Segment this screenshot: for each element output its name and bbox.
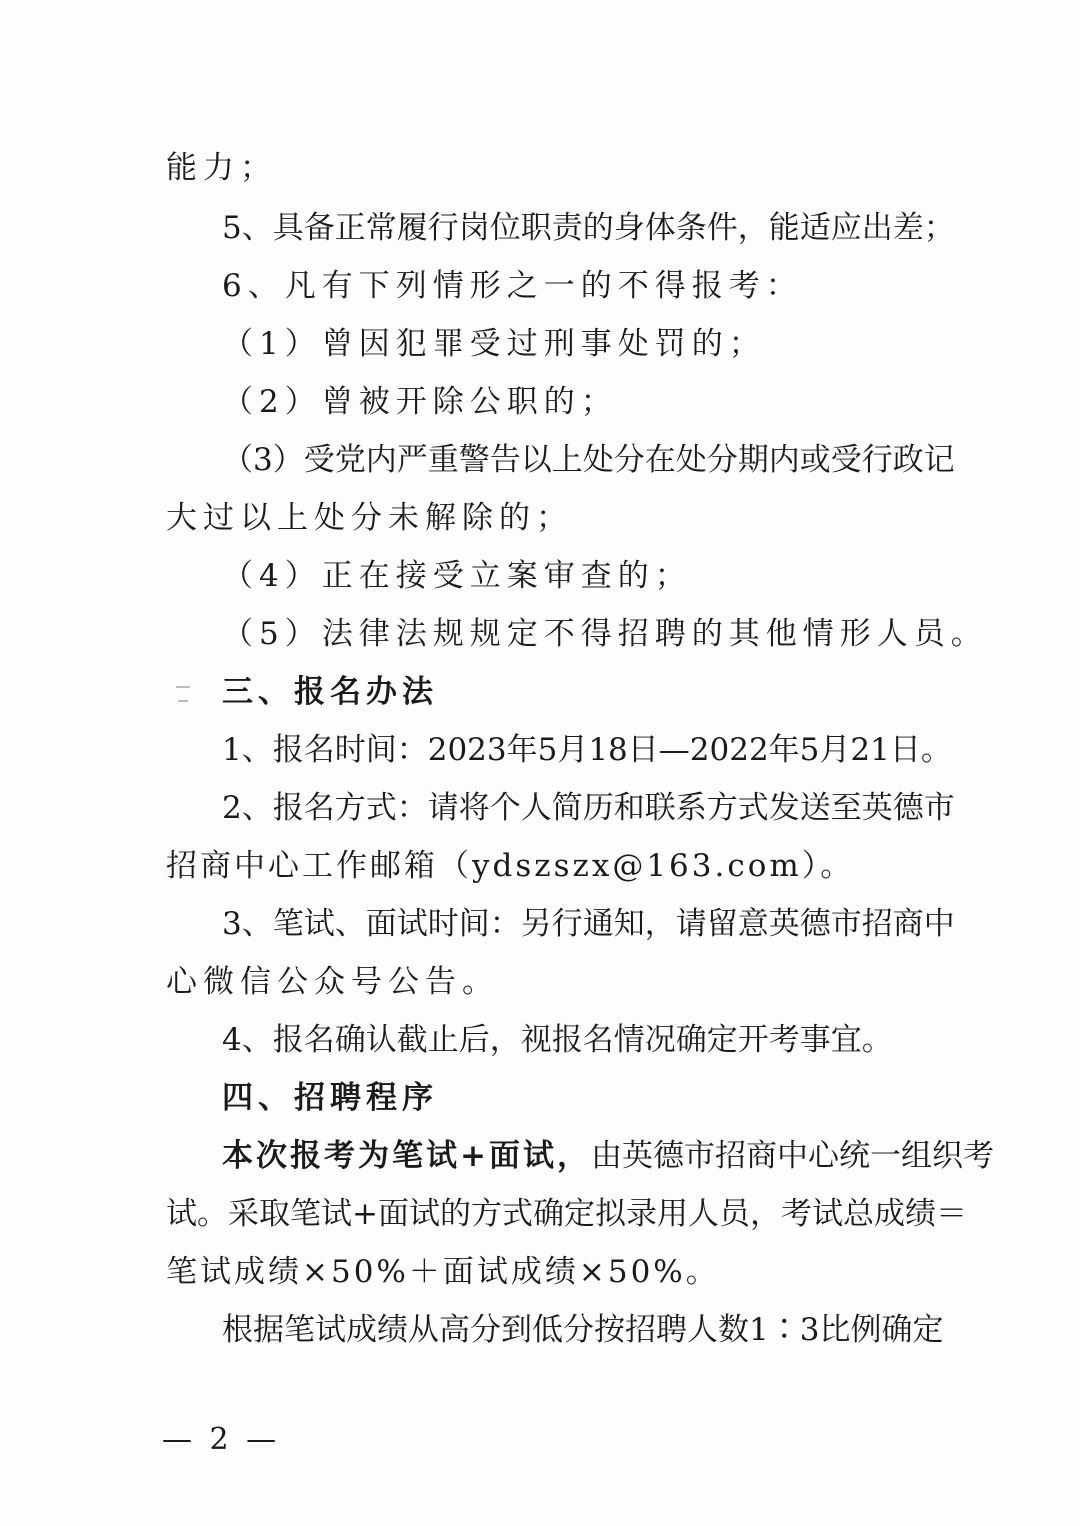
paragraph-line: 5、具备正常履行岗位职责的身体条件，能适应出差； [222, 210, 955, 246]
paragraph-line: 试。采取笔试+面试的方式确定拟录用人员，考试总成绩＝ [166, 1196, 967, 1232]
paragraph-text: 由英德市招商中心统一组织考 [590, 1138, 994, 1174]
paragraph-line: 大过以上处分未解除的； [166, 500, 573, 536]
list-item: （5）法律法规规定不得招聘的其他情形人员。 [222, 616, 988, 652]
paragraph-line: 笔试成绩×50%＋面试成绩×50%。 [166, 1254, 720, 1290]
list-item: （2）曾被开除公职的； [222, 384, 618, 420]
list-item: （3）受党内严重警告以上处分在处分期内或受行政记 [222, 442, 955, 478]
list-item: （1）曾因犯罪受过刑事处罚的； [222, 326, 766, 362]
paragraph-line: 招商中心工作邮箱（ydszszx@163.com）。 [166, 848, 855, 884]
page-number: — 2 — [162, 1422, 281, 1457]
paragraph-line: 1、报名时间：2023年5月18日—2022年5月21日。 [222, 732, 952, 768]
section-heading: 四、招聘程序 [222, 1080, 438, 1116]
paragraph-line: 6、凡有下列情形之一的不得报考： [222, 268, 803, 304]
bold-lead-text: 本次报考为笔试+面试， [222, 1138, 591, 1174]
section-heading: 三、报名办法 [222, 674, 438, 710]
scan-speck [178, 700, 188, 702]
paragraph-line: 能力； [166, 150, 277, 186]
paragraph-line: 心微信公众号公告。 [166, 964, 499, 1000]
paragraph-line: 根据笔试成绩从高分到低分按招聘人数1∶3比例确定 [222, 1312, 944, 1348]
paragraph-line: 2、报名方式：请将个人简历和联系方式发送至英德市 [222, 790, 955, 826]
paragraph-line: 3、笔试、面试时间：另行通知，请留意英德市招商中 [222, 906, 955, 942]
list-item: （4）正在接受立案审查的； [222, 558, 692, 594]
paragraph-line [222, 1136, 994, 1176]
paragraph-line: 4、报名确认截止后，视报名情况确定开考事宜。 [222, 1022, 893, 1058]
scan-speck [176, 686, 190, 688]
